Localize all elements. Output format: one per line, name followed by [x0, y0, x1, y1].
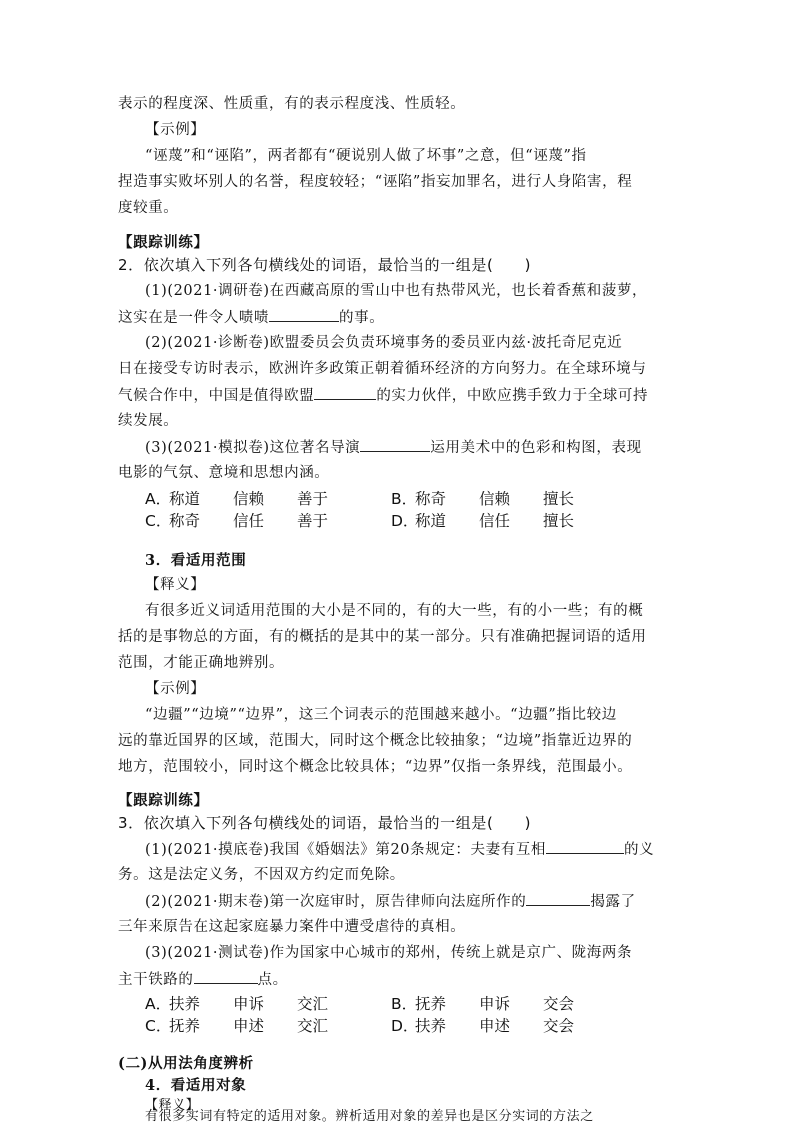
option-word: 扶养 — [169, 995, 201, 1013]
sentence-line — [145, 436, 642, 459]
definition-text-line: 有很多实词有特定的适用对象。辨析适用对象的差异也是区分实词的方法之 — [145, 1109, 594, 1124]
option-letter: A． — [145, 490, 172, 508]
option-word: 善于 — [297, 512, 329, 530]
sentence-line: (1)(2021·调研卷)在西藏高原的雪山中也有热带风光，也长着香蕉和菠萝， — [145, 283, 648, 299]
option-letter: D． — [391, 512, 419, 530]
sentence-text: 揭露了 — [590, 894, 636, 910]
answer-options-row — [145, 993, 665, 1015]
option-word: 擅长 — [543, 512, 575, 530]
option-word: 交会 — [543, 1017, 575, 1035]
sentence-line: 日在接受专访时表示，欧洲许多政策正朝着循环经济的方向努力。在全球环境与 — [118, 361, 647, 377]
sentence-text: 气候合作中，中国是值得欧盟 — [118, 388, 315, 404]
example-text-line: 捏造事实败坏别人的名誉，程度较轻；“诬陷”指妄加罪名，进行人身陷害，程 — [118, 174, 633, 190]
section-title: 4．看适用对象 — [145, 1077, 247, 1094]
definition-heading: 【释义】 — [145, 577, 206, 593]
intro-text-line: 表示的程度深、性质重，有的表示程度浅、性质轻。 — [118, 96, 466, 112]
option-word: 信赖 — [233, 490, 265, 508]
option-word: 抚养 — [415, 995, 447, 1013]
option-word: 抚养 — [169, 1017, 201, 1035]
sentence-text: 主干铁路的 — [118, 972, 194, 988]
answer-options-row — [145, 488, 665, 510]
sentence-text: 的实力伙伴，中欧应携手致力于全球可持 — [376, 388, 649, 404]
section-title: 3．看适用范围 — [145, 552, 247, 569]
sentence-line: 续发展。 — [118, 413, 179, 429]
answer-options-row — [145, 510, 665, 532]
option-word: 称奇 — [415, 490, 447, 508]
option-letter: D． — [391, 1017, 419, 1035]
option-word: 信任 — [479, 512, 511, 530]
option-word: 称奇 — [169, 512, 201, 530]
example-text-line: 度较重。 — [118, 200, 179, 216]
sentence-text: (3)(2021·模拟卷)这位著名导演 — [145, 440, 361, 456]
sentence-text: (1)(2021·摸底卷)我国《婚姻法》第20条规定：夫妻有互相 — [145, 842, 547, 858]
option-letter: A． — [145, 995, 172, 1013]
fill-blank — [546, 838, 624, 854]
sentence-line: (3)(2021·测试卷)作为国家中心城市的郑州，传统上就是京广、陇海两条 — [145, 945, 633, 961]
sentence-line — [118, 384, 648, 407]
option-word: 信任 — [233, 512, 265, 530]
definition-heading: 【释义】 — [145, 1098, 200, 1113]
practice-heading: 【跟踪训练】 — [118, 792, 209, 809]
option-word: 称道 — [415, 512, 447, 530]
fill-blank — [314, 384, 376, 400]
sentence-line: 电影的气氛、意境和思想内涵。 — [118, 465, 330, 481]
question-stem: 2．依次填入下列各句横线处的词语，最恰当的一组是( ) — [118, 256, 532, 274]
example-heading: 【示例】 — [145, 681, 206, 697]
option-letter: B． — [391, 995, 418, 1013]
option-word: 善于 — [297, 490, 329, 508]
option-word: 扶养 — [415, 1017, 447, 1035]
sentence-line: 务。这是法定义务，不因双方约定而免除。 — [118, 867, 405, 883]
option-word: 称道 — [169, 490, 201, 508]
option-letter: B． — [391, 490, 418, 508]
option-letter: C． — [145, 1017, 172, 1035]
sentence-line — [145, 890, 636, 913]
option-word: 信赖 — [479, 490, 511, 508]
option-word: 申诉 — [233, 995, 265, 1013]
question-stem: 3．依次填入下列各句横线处的词语，最恰当的一组是( ) — [118, 814, 532, 832]
practice-heading: 【跟踪训练】 — [118, 234, 209, 251]
sentence-text: 运用美术中的色彩和构图，表现 — [430, 440, 642, 456]
example-text-line: “边疆”“边境”“边界”，这三个词表示的范围越来越小。“边疆”指比较边 — [145, 707, 617, 723]
option-word: 交汇 — [297, 1017, 329, 1035]
option-word: 擅长 — [543, 490, 575, 508]
option-word: 交汇 — [297, 995, 329, 1013]
sentence-text: 的义 — [624, 842, 655, 858]
answer-options-row — [145, 1015, 665, 1037]
sentence-text: 这实在是一件令人啧啧 — [118, 310, 269, 326]
sentence-text: 点。 — [257, 972, 288, 988]
part-title: (二)从用法角度辨析 — [118, 1055, 254, 1072]
fill-blank — [360, 436, 430, 452]
option-word: 申述 — [233, 1017, 265, 1035]
fill-blank — [194, 968, 258, 984]
sentence-text: 的事。 — [339, 310, 385, 326]
option-word: 申述 — [479, 1017, 511, 1035]
option-word: 申诉 — [479, 995, 511, 1013]
sentence-line — [118, 968, 288, 991]
option-word: 交会 — [543, 995, 575, 1013]
example-text-line: “诬蔑”和“诬陷”，两者都有“硬说别人做了坏事”之意，但“诬蔑”指 — [145, 148, 587, 164]
sentence-text: (2)(2021·期末卷)第一次庭审时，原告律师向法庭所作的 — [145, 894, 527, 910]
example-text-line: 远的靠近国界的区域，范围大，同时这个概念比较抽象；“边境”指靠近边界的 — [118, 733, 633, 749]
option-letter: C． — [145, 512, 172, 530]
fill-blank — [526, 890, 590, 906]
sentence-line — [118, 306, 384, 329]
example-heading: 【示例】 — [145, 122, 206, 138]
fill-blank — [269, 306, 339, 322]
definition-text-line: 有很多近义词适用范围的大小是不同的，有的大一些，有的小一些；有的概 — [145, 603, 644, 619]
definition-text-line: 范围，才能正确地辨别。 — [118, 655, 285, 671]
definition-text-line: 括的是事物总的方面，有的概括的是其中的某一部分。只有准确把握词语的适用 — [118, 629, 647, 645]
sentence-line: (2)(2021·诊断卷)欧盟委员会负责环境事务的委员亚内兹·波托奇尼克近 — [145, 335, 623, 351]
sentence-line: 三年来原告在这起家庭暴力案件中遭受虐待的真相。 — [118, 919, 466, 935]
example-text-line: 地方，范围较小，同时这个概念比较具体；“边界”仅指一条界线，范围最小。 — [118, 759, 633, 775]
sentence-line — [145, 838, 654, 861]
